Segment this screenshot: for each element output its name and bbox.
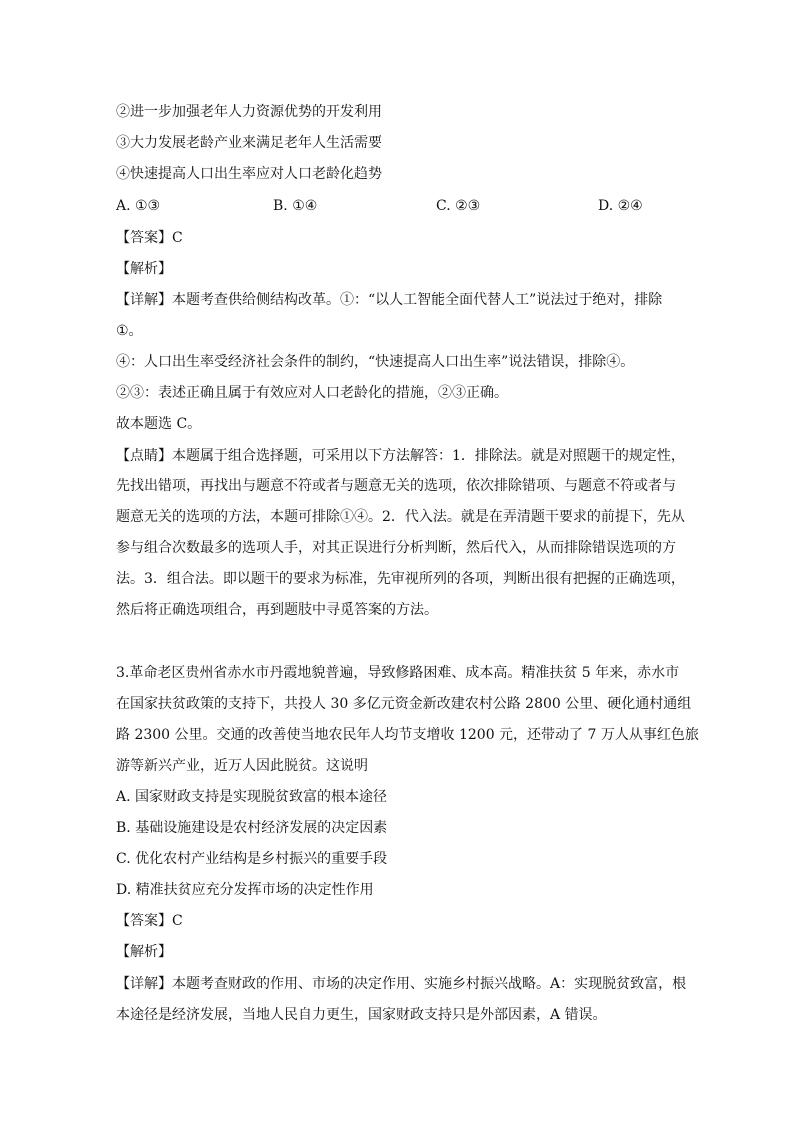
question-stem-line: 路 2300 公里。交通的改善使当地农民年人均节支增收 1200 元，还带动了 7 万人从事红色旅 — [116, 727, 699, 743]
choice-d: D. 精准扶贫应充分发挥市场的决定性作用 — [116, 882, 374, 898]
question-stem-line: 游等新兴产业，近万人因此脱贫。这说明 — [116, 758, 368, 774]
conclusion-line: 故本题选 C。 — [116, 416, 202, 432]
tips-line: 参与组合次数最多的选项人手，对其正误进行分析判断，然后代入，从而排除错误选项的方 — [116, 540, 676, 556]
detail-line: ②③：表述正确且属于有效应对人口老龄化的措施，②③正确。 — [116, 385, 508, 401]
choice-c: C. 优化农村产业结构是乡村振兴的重要手段 — [116, 851, 388, 867]
question-stem-line: 3.革命老区贵州省赤水市丹霞地貌普遍，导致修路困难、成本高。精准扶贫 5 年来，赤水市 — [116, 665, 680, 681]
detail-line: 【详解】本题考查供给侧结构改革。①：“以人工智能全面代替人工”说法过于绝对，排除 — [116, 292, 663, 308]
tips-line: 然后将正确选项组合，再到题肢中寻觅答案的方法。 — [116, 602, 438, 618]
detail-line: ④：人口出生率受经济社会条件的制约，“快速提高人口出生率”说法错误，排除④。 — [116, 354, 635, 370]
tips-line: 先找出错项，再找出与题意不符或者与题意无关的选项，依次排除错项、与题意不符或者与 — [116, 478, 676, 494]
choice-a: A. 国家财政支持是实现脱贫致富的根本途径 — [116, 789, 388, 805]
question-stem-line: 在国家扶贫政策的支持下，共投人 30 多亿元资金新改建农村公路 2800 公里、硬化通村通组 — [116, 696, 692, 712]
analysis-heading: 【解析】 — [116, 261, 172, 277]
choice-c: C. ②③ — [436, 198, 481, 214]
detail-line: 【详解】本题考查财政的作用、市场的决定作用、实施乡村振兴战略。A：实现脱贫致富，根 — [116, 976, 687, 992]
choice-a: A. ①③ — [116, 198, 161, 214]
answer-label: 【答案】C — [116, 913, 183, 929]
detail-line: 本途径是经济发展，当地人民自力更生，国家财政支持只是外部因素，A 错误。 — [116, 1007, 607, 1023]
choice-b: B. ①④ — [273, 198, 318, 214]
choice-b: B. 基础设施建设是农村经济发展的决定因素 — [116, 820, 388, 836]
tips-line: 【点睛】本题属于组合选择题，可采用以下方法解答：1．排除法。就是对照题干的规定性， — [116, 448, 685, 464]
answer-label: 【答案】C — [116, 230, 183, 246]
statement-2: ②进一步加强老年人力资源优势的开发利用 — [116, 104, 382, 120]
tips-line: 法。3．组合法。即以题干的要求为标准，先审视所列的各项，判断出很有把握的正确选项， — [116, 571, 685, 587]
statement-4: ④快速提高人口出生率应对人口老龄化趋势 — [116, 166, 382, 182]
statement-3: ③大力发展老龄产业来满足老年人生活需要 — [116, 135, 382, 151]
choice-d: D. ②④ — [598, 198, 643, 214]
analysis-heading: 【解析】 — [116, 944, 172, 960]
tips-line: 题意无关的选项的方法，本题可排除①④。2．代入法。就是在弄清题干要求的前提下，先从 — [116, 509, 685, 525]
detail-line: ①。 — [116, 323, 143, 339]
